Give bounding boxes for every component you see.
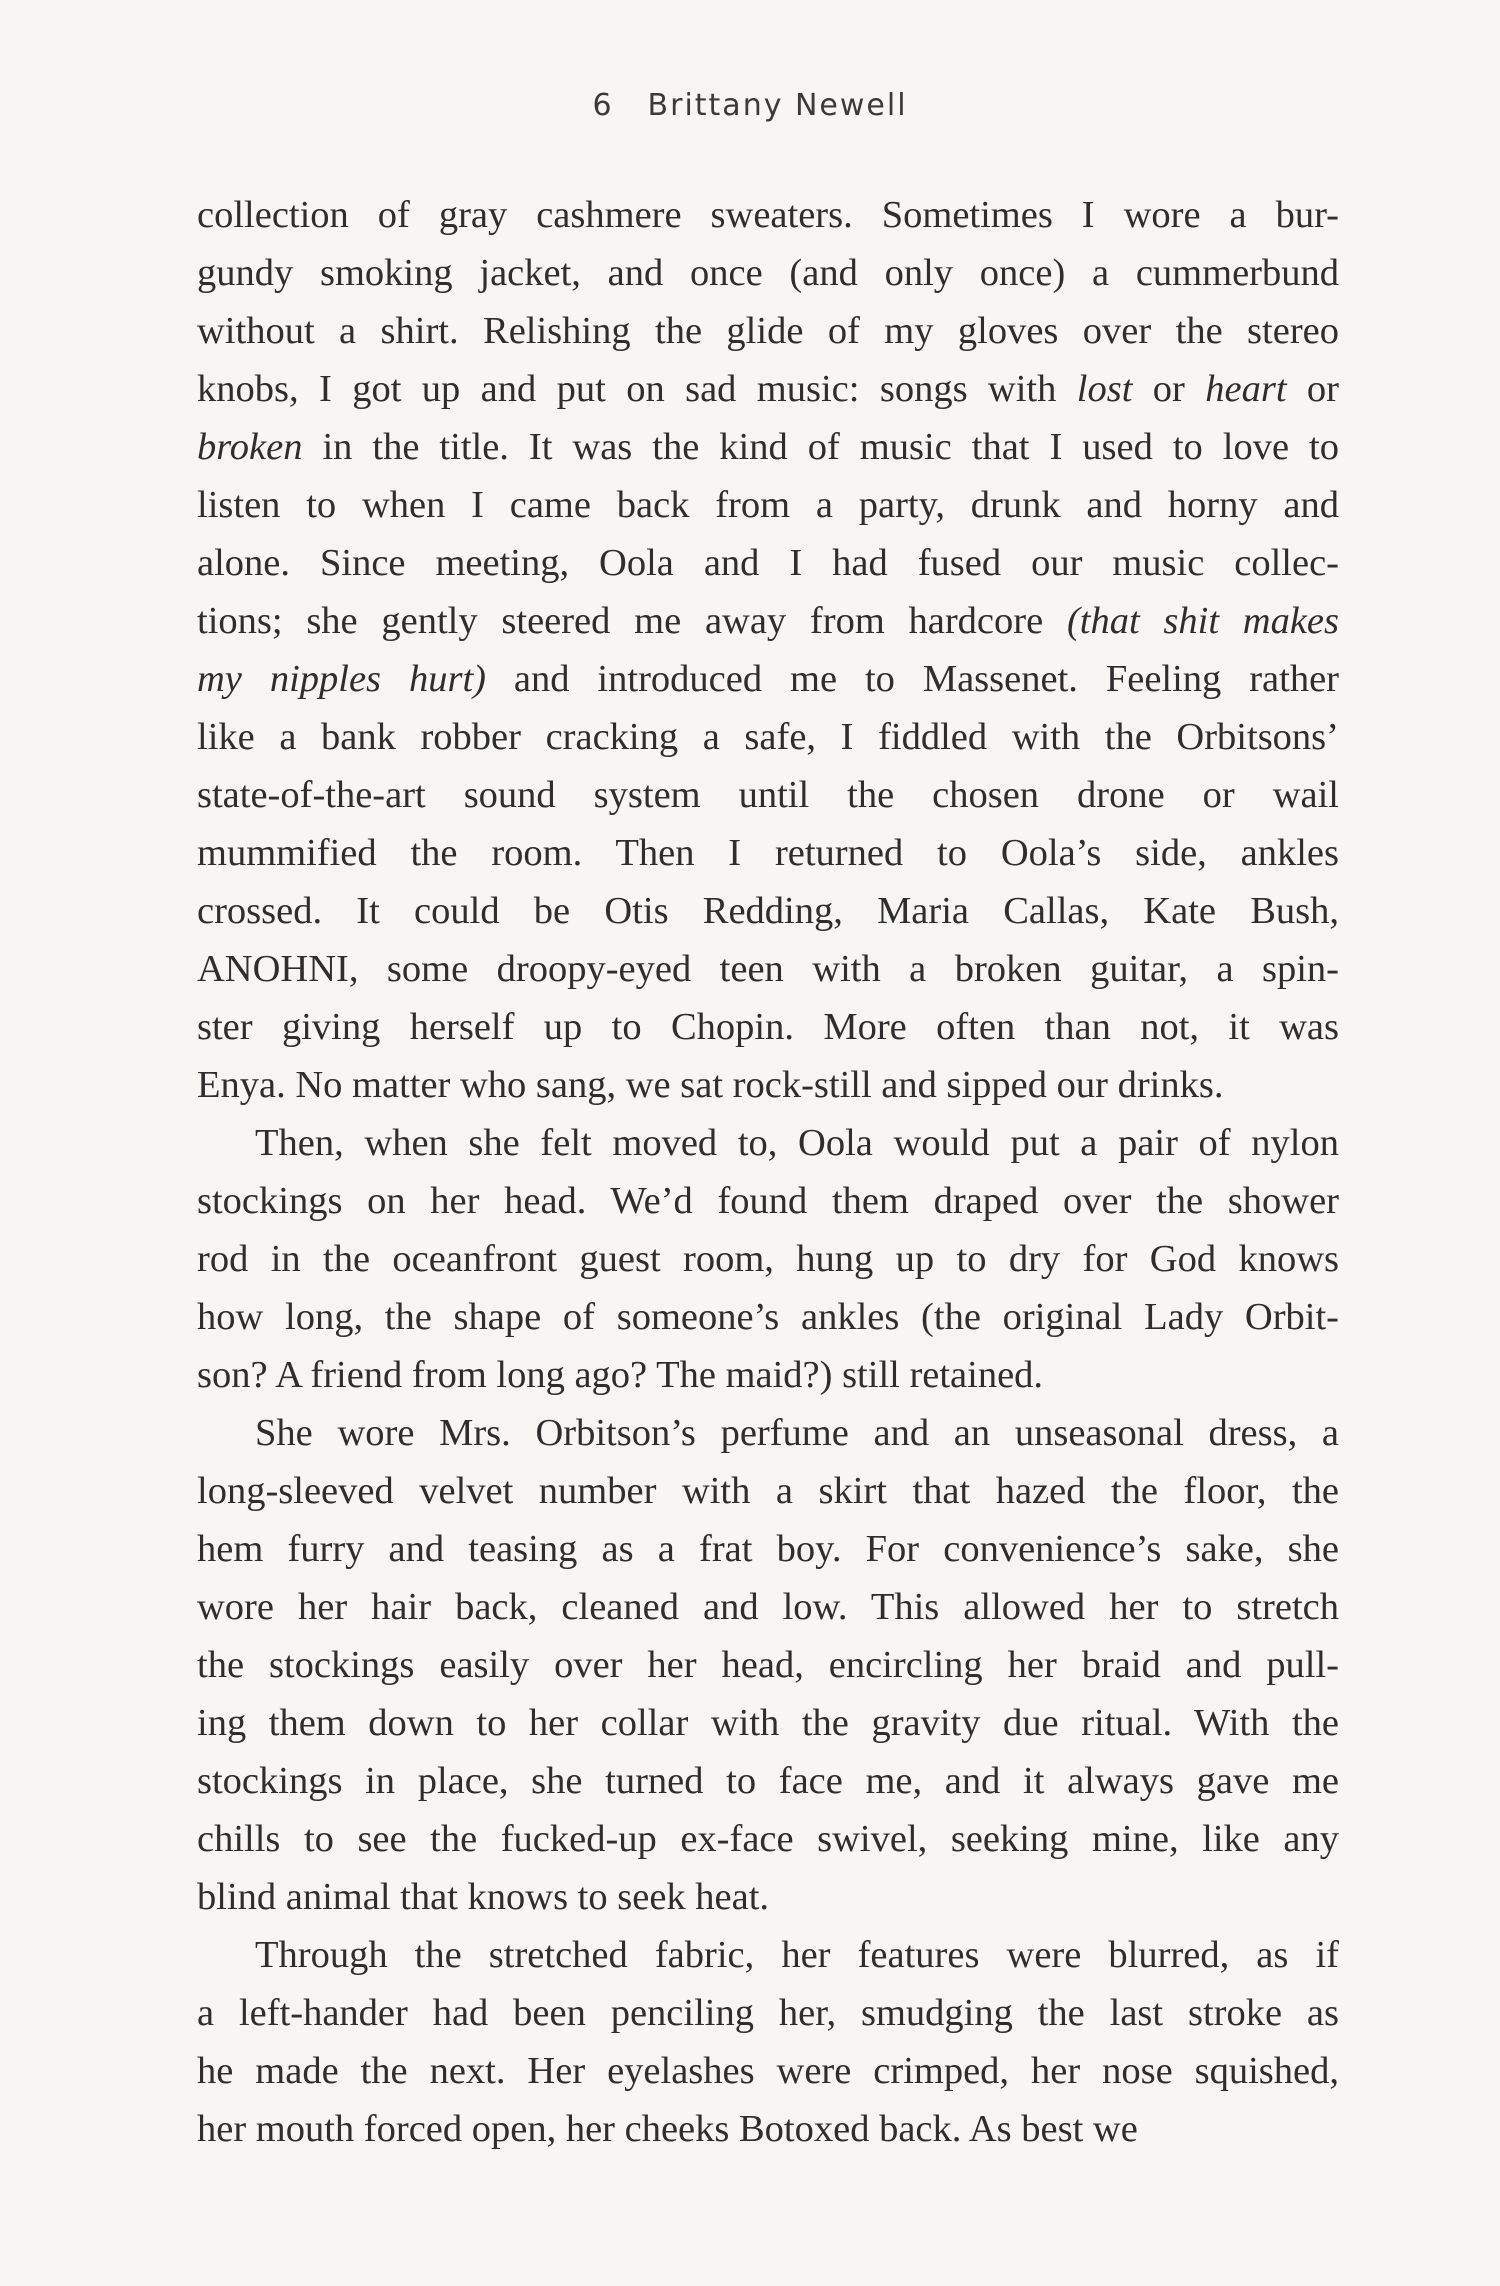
text-segment: gundy smoking jacket, and once (and only once) a cummerbund — [197, 252, 1339, 294]
text-segment: without a shirt. Relishing the glide of my gloves over the stereo — [197, 310, 1339, 352]
text-segment: rod in the oceanfront guest room, hung up to dry for God knows — [197, 1238, 1339, 1280]
text-line — [197, 1926, 1339, 1984]
text-segment: the stockings easily over her head, encircling her braid and pull- — [197, 1644, 1339, 1686]
text-line — [197, 2100, 1339, 2158]
text-line — [197, 476, 1339, 534]
text-line — [197, 2042, 1339, 2100]
italic-text: broken — [197, 426, 303, 468]
text-line — [197, 708, 1339, 766]
text-segment: crossed. It could be Otis Redding, Maria Callas, Kate Bush, — [197, 890, 1339, 932]
italic-text: my nipples hurt) — [197, 658, 486, 700]
text-segment: Through the stretched fabric, her features were blurred, as if — [255, 1934, 1339, 1976]
text-segment: mummified the room. Then I returned to Oola’s side, ankles — [197, 832, 1339, 874]
italic-text: (that shit makes — [1066, 600, 1339, 642]
text-line — [197, 1056, 1339, 1114]
text-segment: Then, when she felt moved to, Oola would put a pair of nylon — [255, 1122, 1339, 1164]
page-number: 6 — [592, 88, 614, 123]
text-segment: how long, the shape of someone’s ankles (the original Lady Orbit- — [197, 1296, 1339, 1338]
text-segment: like a bank robber cracking a safe, I fiddled with the Orbitsons’ — [197, 716, 1339, 758]
text-segment: knobs, I got up and put on sad music: songs with — [197, 368, 1077, 410]
text-line — [197, 1404, 1339, 1462]
text-line — [197, 244, 1339, 302]
text-line — [197, 998, 1339, 1056]
text-line — [197, 1172, 1339, 1230]
text-segment: ster giving herself up to Chopin. More often than not, it was — [197, 1006, 1339, 1048]
text-segment: chills to see the fucked-up ex-face swivel, seeking mine, like any — [197, 1818, 1339, 1860]
text-line — [197, 1636, 1339, 1694]
text-line — [197, 1984, 1339, 2042]
text-segment: Enya. No matter who sang, we sat rock-still and sipped our drinks. — [197, 1064, 1224, 1106]
text-segment: ANOHNI, some droopy-eyed teen with a broken guitar, a spin- — [197, 948, 1339, 990]
text-line — [197, 360, 1339, 418]
body-text — [197, 186, 1339, 2158]
paragraph — [197, 1114, 1339, 1404]
text-segment: or — [1286, 368, 1339, 410]
text-line — [197, 186, 1339, 244]
italic-text: lost — [1076, 368, 1133, 410]
text-line — [197, 1810, 1339, 1868]
text-line — [197, 302, 1339, 360]
text-line — [197, 882, 1339, 940]
text-segment: a left-hander had been penciling her, smudging the last stroke as — [197, 1992, 1339, 2034]
text-line — [197, 1230, 1339, 1288]
text-line — [197, 1462, 1339, 1520]
text-line — [197, 824, 1339, 882]
italic-text: heart — [1205, 368, 1287, 410]
text-line — [197, 1694, 1339, 1752]
author-name: Brittany Newell — [647, 88, 908, 123]
text-segment: son? A friend from long ago? The maid?) still retained. — [197, 1354, 1044, 1396]
text-segment: and introduced me to Massenet. Feeling rather — [485, 658, 1339, 700]
text-segment: state-of-the-art sound system until the chosen drone or wail — [197, 774, 1339, 816]
text-line — [197, 1346, 1339, 1404]
running-head — [0, 88, 1500, 123]
text-segment: listen to when I came back from a party, drunk and horny and — [197, 484, 1339, 526]
text-segment: stockings on her head. We’d found them draped over the shower — [197, 1180, 1339, 1222]
text-line — [197, 1114, 1339, 1172]
text-line — [197, 1578, 1339, 1636]
text-line — [197, 1868, 1339, 1926]
text-segment: ing them down to her collar with the gravity due ritual. With the — [197, 1702, 1339, 1744]
paragraph — [197, 1926, 1339, 2158]
text-line — [197, 940, 1339, 998]
paragraph — [197, 1404, 1339, 1926]
text-segment: long-sleeved velvet number with a skirt that hazed the floor, the — [197, 1470, 1339, 1512]
text-line — [197, 418, 1339, 476]
text-segment: hem furry and teasing as a frat boy. For convenience’s sake, she — [197, 1528, 1339, 1570]
text-segment: alone. Since meeting, Oola and I had fused our music collec- — [197, 542, 1339, 584]
text-line — [197, 650, 1339, 708]
text-segment: blind animal that knows to seek heat. — [197, 1876, 770, 1918]
paragraph — [197, 186, 1339, 1114]
text-line — [197, 766, 1339, 824]
text-segment: tions; she gently steered me away from hardcore — [197, 600, 1067, 642]
text-line — [197, 592, 1339, 650]
text-segment: he made the next. Her eyelashes were crimped, her nose squished, — [197, 2050, 1339, 2092]
text-line — [197, 1520, 1339, 1578]
text-line — [197, 534, 1339, 592]
text-segment: wore her hair back, cleaned and low. This allowed her to stretch — [197, 1586, 1339, 1628]
text-segment: in the title. It was the kind of music that I used to love to — [302, 426, 1339, 468]
text-segment: or — [1132, 368, 1206, 410]
text-segment: collection of gray cashmere sweaters. Sometimes I wore a bur- — [197, 194, 1339, 236]
text-segment: She wore Mrs. Orbitson’s perfume and an unseasonal dress, a — [255, 1412, 1339, 1454]
text-segment: stockings in place, she turned to face me, and it always gave me — [197, 1760, 1339, 1802]
text-line — [197, 1752, 1339, 1810]
text-segment: her mouth forced open, her cheeks Botoxed back. As best we — [197, 2108, 1138, 2150]
text-line — [197, 1288, 1339, 1346]
